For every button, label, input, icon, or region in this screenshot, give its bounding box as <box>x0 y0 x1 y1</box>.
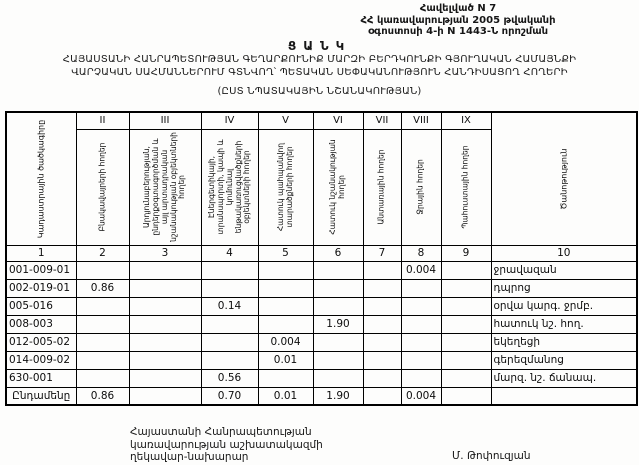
value-cell <box>129 333 201 351</box>
column-number-4: 4 <box>201 245 258 261</box>
total-note-cell <box>491 387 637 405</box>
header-protected-lands <box>258 129 313 245</box>
table-row <box>6 261 637 279</box>
total-value-cell: 0.01 <box>258 387 313 405</box>
header-infrastructure-lands <box>201 129 258 245</box>
value-cell <box>363 351 401 369</box>
column-number-2: 2 <box>76 245 129 261</box>
value-cell <box>401 279 441 297</box>
column-title-1: Կադաստրային ծածկագիրը <box>36 119 46 238</box>
note-cell: ջրավազան <box>491 261 637 279</box>
column-number-6: 6 <box>313 245 363 261</box>
header-cadastral-code <box>6 112 76 245</box>
value-cell <box>441 351 491 369</box>
cadastral-code-cell: 012-005-02 <box>6 333 76 351</box>
value-cell: 0.004 <box>258 333 313 351</box>
total-value-cell: 0.70 <box>201 387 258 405</box>
column-title-4: Էներգետիկայի, տրանսպորտի, կապի և կոմունալ ենթակառուցվածքների օբյեկտների հողեր <box>206 139 251 235</box>
roman-numeral-6: VI <box>313 112 363 129</box>
value-cell <box>363 279 401 297</box>
roman-numeral-8: VIII <box>401 112 441 129</box>
document-title-line-2: ՎԱՐՉԱԿԱՆ ՍԱՀՄԱՆՆԵՐՈՒՄ ԳՏՆՎՈՂ՝ ՊԵՏԱԿԱՆ ՍԵՓԱԿԱՆՈՒԹՅՈՒՆ ՀԱՆԴԻՍԱՑՈՂ ՀՈՂԵՐԻ <box>71 67 568 78</box>
value-cell <box>441 297 491 315</box>
value-cell <box>313 351 363 369</box>
column-title-9: Պահուստային հողեր <box>460 145 470 229</box>
value-cell <box>201 279 258 297</box>
roman-numeral-7: VII <box>363 112 401 129</box>
column-title-6: Հատուկ նշանակության հողեր <box>328 139 346 235</box>
document-heading: ՑԱՆԿ <box>287 39 352 53</box>
value-cell <box>76 351 129 369</box>
value-cell <box>363 297 401 315</box>
note-cell: գերեզմանոց <box>491 351 637 369</box>
document-title-line-3: (ԸՍՏ ՆՊԱՏԱԿԱՅԻՆ ՆՇԱՆԱԿՈՒԹՅԱՆ) <box>217 86 422 97</box>
roman-numeral-5: V <box>258 112 313 129</box>
value-cell <box>76 333 129 351</box>
roman-numeral-9: IX <box>441 112 491 129</box>
value-cell <box>258 261 313 279</box>
value-cell <box>401 369 441 387</box>
appendix-line-3: օգոստոսի 4-ի N 1443-Ն որոշման <box>367 26 549 37</box>
column-number-row <box>6 245 637 261</box>
value-cell <box>201 261 258 279</box>
value-cell <box>258 279 313 297</box>
value-cell: 0.004 <box>401 261 441 279</box>
value-cell <box>441 261 491 279</box>
value-cell <box>76 315 129 333</box>
value-cell <box>129 351 201 369</box>
table-row <box>6 333 637 351</box>
roman-numeral-4: IV <box>201 112 258 129</box>
land-category-table <box>5 111 638 406</box>
value-cell <box>441 315 491 333</box>
value-cell <box>201 315 258 333</box>
value-cell <box>441 333 491 351</box>
cadastral-code-cell: 005-016 <box>6 297 76 315</box>
header-industrial-lands <box>129 129 201 245</box>
note-cell: դպրոց <box>491 279 637 297</box>
total-label-cell: Ընդամենը <box>6 387 76 405</box>
total-value-cell: 0.86 <box>76 387 129 405</box>
appendix-header <box>280 3 636 38</box>
value-cell <box>313 369 363 387</box>
column-number-1: 1 <box>6 245 76 261</box>
cadastral-code-cell: 008-003 <box>6 315 76 333</box>
column-title-8: Ջրային հողեր <box>415 159 425 215</box>
table-row <box>6 315 637 333</box>
column-title-10: Ծանոթություն <box>559 148 569 210</box>
header-note <box>491 112 637 245</box>
total-value-cell: 0.004 <box>401 387 441 405</box>
cadastral-code-cell: 014-009-02 <box>6 351 76 369</box>
cadastral-code-cell: 001-009-01 <box>6 261 76 279</box>
table-row <box>6 297 637 315</box>
header-special-purpose-lands <box>313 129 363 245</box>
value-cell <box>201 333 258 351</box>
column-number-7: 7 <box>363 245 401 261</box>
table-row <box>6 279 637 297</box>
roman-numeral-3: III <box>129 112 201 129</box>
value-cell: 1.90 <box>313 315 363 333</box>
note-cell: օրվա կարգ. ջրմբ. <box>491 297 637 315</box>
column-title-2: Բնակավայրերի հողեր <box>97 142 107 232</box>
value-cell <box>129 297 201 315</box>
header-water-lands <box>401 129 441 245</box>
signatory-line-3: ղեկավար-նախարար <box>130 451 249 463</box>
header-reserve-lands <box>441 129 491 245</box>
column-title-5: Հատուկ պահպանվող տարածքների հողեր <box>275 142 294 232</box>
value-cell: 0.86 <box>76 279 129 297</box>
roman-numeral-2: II <box>76 112 129 129</box>
value-cell <box>441 369 491 387</box>
signatory-block <box>130 426 323 464</box>
header-forest-lands <box>363 129 401 245</box>
value-cell <box>441 279 491 297</box>
value-cell <box>129 315 201 333</box>
value-cell <box>129 279 201 297</box>
value-cell <box>363 315 401 333</box>
value-cell <box>313 279 363 297</box>
value-cell <box>76 369 129 387</box>
appendix-line-1: Հավելված N 7 <box>419 3 497 14</box>
value-cell <box>313 261 363 279</box>
cadastral-code-cell: 002-019-01 <box>6 279 76 297</box>
value-cell <box>258 297 313 315</box>
signatory-line-2: կառավարության աշխատակազմի <box>130 438 323 451</box>
roman-numeral-row <box>6 112 637 129</box>
value-cell <box>76 261 129 279</box>
total-row <box>6 387 637 405</box>
value-cell <box>401 351 441 369</box>
value-cell: 0.56 <box>201 369 258 387</box>
signature-name: Մ. Թոփուզյան <box>452 450 531 462</box>
value-cell <box>76 297 129 315</box>
total-value-cell <box>441 387 491 405</box>
value-cell <box>313 297 363 315</box>
value-cell <box>129 369 201 387</box>
column-number-10: 10 <box>491 245 637 261</box>
table-row <box>6 369 637 387</box>
document-title-line-1: ՀԱՅԱՍՏԱՆԻ ՀԱՆՐԱՊԵՏՈՒԹՅԱՆ ԳԵՂԱՐՔՈՒՆԻՔ ՄԱՐԶԻ ԲԵՐԴԿՈՒՆՔԻ ԳՅՈՒՂԱԿԱՆ ՀԱՄԱՅՆՔԻ <box>62 54 577 65</box>
column-number-9: 9 <box>441 245 491 261</box>
value-cell <box>258 369 313 387</box>
value-cell <box>363 333 401 351</box>
value-cell <box>401 297 441 315</box>
value-cell <box>401 333 441 351</box>
column-number-8: 8 <box>401 245 441 261</box>
value-cell <box>201 351 258 369</box>
value-cell <box>258 315 313 333</box>
column-title-7: Անտառային հողեր <box>376 149 386 225</box>
signatory-line-1: Հայաստանի Հանրապետության <box>130 426 312 438</box>
value-cell: 0.14 <box>201 297 258 315</box>
total-value-cell <box>129 387 201 405</box>
cadastral-code-cell: 630-001 <box>6 369 76 387</box>
value-cell <box>401 315 441 333</box>
column-number-5: 5 <box>258 245 313 261</box>
note-cell: մարզ. նշ. ճանապ. <box>491 369 637 387</box>
total-value-cell <box>363 387 401 405</box>
value-cell <box>313 333 363 351</box>
note-cell: եկեղեցի <box>491 333 637 351</box>
value-cell: 0.01 <box>258 351 313 369</box>
value-cell <box>363 261 401 279</box>
column-number-3: 3 <box>129 245 201 261</box>
value-cell <box>129 261 201 279</box>
appendix-line-2: ՀՀ կառավարության 2005 թվականի <box>360 14 556 26</box>
total-value-cell: 1.90 <box>313 387 363 405</box>
value-cell <box>363 369 401 387</box>
column-title-3: Արդյունաբերության, ընդերքօգտագործման և այլ արտադրական նշանակության օբյեկտների հողեր <box>141 132 187 242</box>
note-cell: հատուկ նշ. հող. <box>491 315 637 333</box>
header-settlement-lands <box>76 129 129 245</box>
table-row <box>6 351 637 369</box>
